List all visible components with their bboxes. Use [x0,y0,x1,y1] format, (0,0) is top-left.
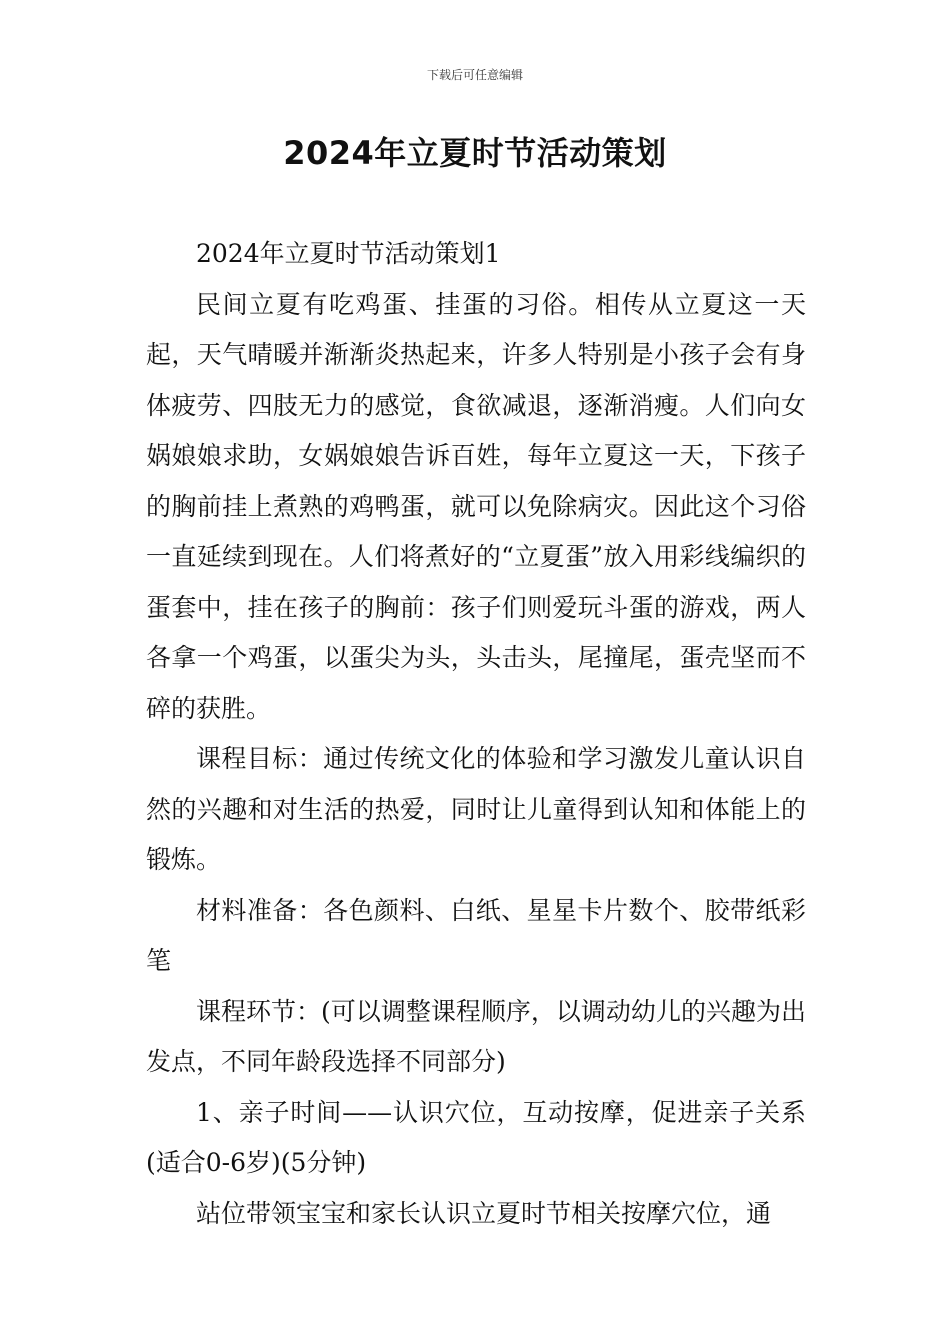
paragraph-course-steps: 课程环节：(可以调整课程顺序，以调动幼儿的兴趣为出发点，不同年龄段选择不同部分) [146,996,806,1076]
paragraph-step-1-detail: 站位带领宝宝和家长认识立夏时节相关按摩穴位，通 [196,1198,772,1228]
document-title: 2024年立夏时节活动策划 [283,134,667,172]
paragraph-legend: 民间立夏有吃鸡蛋、挂蛋的习俗。相传从立夏这一天起，天气晴暖并渐渐炎热起来，许多人特别是小孩子会有身体疲劳、四肢无力的感觉，食欲减退，逐渐消瘦。人们向女娲娘娘求助，女娲娘娘告诉百姓，每年立夏这一天，下孩子的胸前挂上煮熟的鸡鸭蛋，就可以免除病灾。因此这个习俗一直延续到现在。人们将煮好的“立夏蛋”放入用彩线编织的蛋套中，挂在孩子的胸前：孩子们则爱玩斗蛋的游戏，两人各拿一个鸡蛋，以蛋尖为头，头击头，尾撞尾，蛋壳坚而不碎的获胜。 [146,289,806,723]
paragraph-materials: 材料准备：各色颜料、白纸、星星卡片数个、胶带纸彩笔 [146,895,806,975]
paragraph-course-goal: 课程目标：通过传统文化的体验和学习激发儿童认识自然的兴趣和对生活的热爱，同时让儿童得到认知和体能上的锻炼。 [146,744,806,874]
header-note: 下载后可任意编辑 [426,68,523,82]
document-body [146,229,806,1239]
paragraph-subtitle: 2024年立夏时节活动策划1 [196,239,501,268]
paragraph-step-1: 1、亲子时间——认识穴位，互动按摩，促进亲子关系(适合0-6岁)(5分钟) [146,1097,806,1177]
